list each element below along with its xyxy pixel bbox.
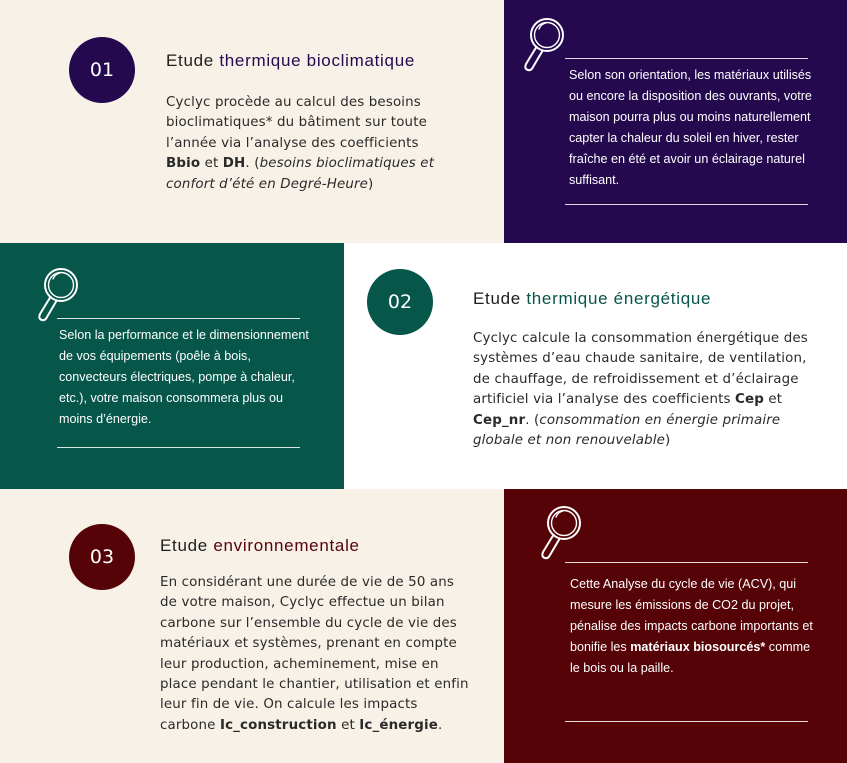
section-2-description: Cyclyc calcule la consommation énergétique des systèmes d’eau chaude sanitaire, de ventilation, de chauffage, de refroidissement et d’éclairage artificiel via l’analyse des coefficients Cep et Cep_nr. (consommation en énergie primaire globale et non renouvelable) (473, 331, 808, 449)
section-1-description: Cyclyc procède au calcul des besoins bioclimatiques* du bâtiment sur toute l’année via l’analyse des coefficients Bbio et DH. (besoins bioclimatiques et confort d’été en Degré-Heure) (166, 95, 435, 192)
section-3-heading (160, 536, 360, 556)
section-2-info-card (0, 243, 344, 489)
magnifier-icon (517, 14, 567, 76)
section-1-heading-plain: Etude (166, 51, 220, 70)
section-2-card-text: Selon la performance et le dimensionnement de vos équipements (poêle à bois, convecteurs électriques, pompe à chaleur, etc.), votre maison consommera plus ou moins d’énergie. (59, 328, 309, 426)
section-2-number: 02 (387, 291, 413, 313)
section-3-card-divider-top (565, 562, 808, 563)
section-1-number: 01 (89, 59, 115, 81)
section-2-card-divider-bottom (57, 447, 300, 448)
section-3-card-divider-bottom (565, 721, 808, 722)
section-3-text-panel (0, 489, 504, 763)
section-3-number-badge (69, 524, 135, 590)
section-3-heading-accent: environnementale (213, 536, 360, 555)
section-3-info-card (504, 489, 847, 763)
section-2-heading-accent: thermique énergétique (526, 289, 712, 308)
section-1-info-card (504, 0, 847, 243)
magnifier-icon (31, 264, 81, 326)
section-1-number-badge (69, 37, 135, 103)
section-3-card-text: Cette Analyse du cycle de vie (ACV), qui mesure les émissions de CO2 du projet, pénalise des impacts carbone importants et bonifie les matériaux biosourcés* comme le bois ou la paille. (570, 577, 813, 675)
section-2-number-badge (367, 269, 433, 335)
section-2-text-panel (344, 243, 847, 489)
section-1-card-text: Selon son orientation, les matériaux utilisés ou encore la disposition des ouvrants, votre maison pourra plus ou moins naturellement capter la chaleur du soleil en hiver, rester fraîche en été et avoir un éclairage naturel suffisant. (569, 68, 812, 187)
section-1-heading-accent: thermique bioclimatique (219, 51, 415, 70)
section-1-heading (166, 51, 415, 71)
section-3-number: 03 (89, 546, 115, 568)
section-1-text-panel (0, 0, 504, 243)
section-3-heading-plain: Etude (160, 536, 214, 555)
section-2-card-divider-top (57, 318, 300, 319)
section-3-description: En considérant une durée de vie de 50 ans de votre maison, Cyclyc effectue un bilan carbone sur l’ensemble du cycle de vie des matériaux et systèmes, prenant en compte leur production, acheminement, mise en place pendant le chantier, utilisation et enfin leur fin de vie. On calcule les impacts carbone Ic_construction et Ic_énergie. (160, 575, 469, 733)
section-2-heading-plain: Etude (473, 289, 527, 308)
section-2-heading (473, 289, 711, 309)
magnifier-icon (534, 502, 584, 564)
section-1-card-divider-bottom (565, 204, 808, 205)
section-1-card-divider-top (565, 58, 808, 59)
